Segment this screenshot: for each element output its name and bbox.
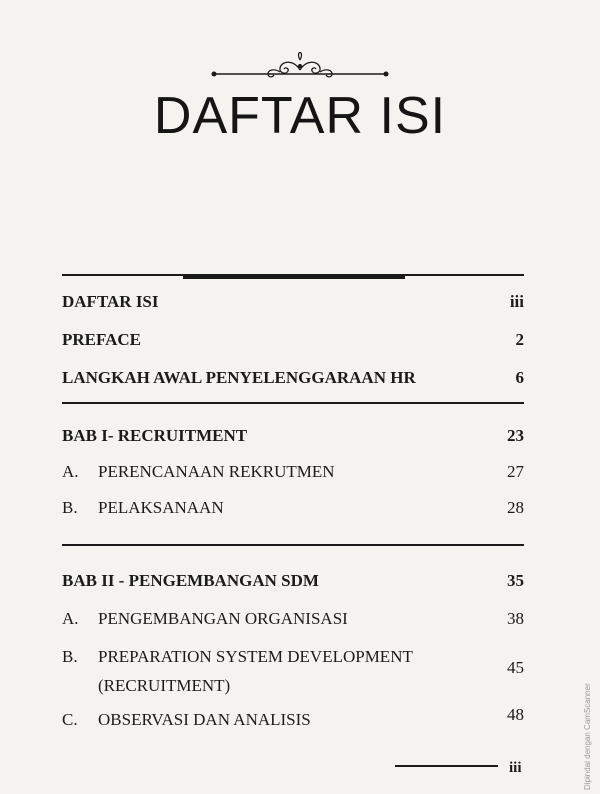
toc-entry-label: PREFACE bbox=[62, 330, 142, 349]
toc-entry-page: 27 bbox=[507, 462, 524, 481]
toc-entry[interactable] bbox=[62, 368, 524, 388]
top-rule-thick bbox=[183, 275, 405, 279]
toc-entry-page: 38 bbox=[507, 609, 524, 628]
toc-entry-label: LANGKAH AWAL PENYELENGGARAAN HR bbox=[62, 368, 416, 387]
toc-entry[interactable] bbox=[62, 330, 524, 350]
section-rule bbox=[62, 544, 524, 546]
toc-chapter[interactable] bbox=[62, 571, 524, 591]
toc-entry-page: 35 bbox=[507, 571, 524, 590]
footer-rule bbox=[395, 765, 498, 767]
toc-entry-label: PENGEMBANGAN ORGANISASI bbox=[98, 609, 348, 628]
toc-entry[interactable] bbox=[62, 292, 524, 312]
toc-entry-label: BAB I- RECRUITMENT bbox=[62, 426, 248, 445]
toc-entry-page: 6 bbox=[515, 368, 524, 387]
toc-entry-page: 28 bbox=[507, 498, 524, 517]
toc-subentry[interactable] bbox=[62, 498, 524, 518]
toc-subentry[interactable] bbox=[62, 462, 524, 482]
toc-subentry[interactable] bbox=[62, 642, 524, 700]
toc-entry-label: PELAKSANAAN bbox=[98, 498, 224, 517]
scanner-watermark: Dipindai dengan CamScanner bbox=[583, 683, 592, 790]
toc-entry-letter: B. bbox=[62, 647, 78, 666]
toc-entry-label: PERENCANAAN REKRUTMEN bbox=[98, 462, 335, 481]
ornament-divider bbox=[210, 52, 390, 82]
toc-entry-letter: A. bbox=[62, 609, 79, 628]
toc-entry-label-line: (RECRUITMENT) bbox=[98, 676, 231, 695]
toc-entry-label: OBSERVASI DAN ANALISIS bbox=[98, 710, 311, 729]
toc-subentry[interactable] bbox=[62, 705, 524, 730]
toc-entry-letter: A. bbox=[62, 462, 79, 481]
toc-entry-label bbox=[98, 642, 413, 700]
toc-entry-page: 23 bbox=[507, 426, 524, 445]
toc-entry-page: iii bbox=[509, 292, 524, 311]
toc-subentry[interactable] bbox=[62, 609, 524, 629]
toc-entry-page: 48 bbox=[507, 705, 524, 724]
toc-entry-page: 2 bbox=[515, 330, 524, 349]
toc-entry-page: 45 bbox=[507, 658, 524, 677]
section-rule bbox=[62, 402, 524, 404]
toc-entry-label: BAB II - PENGEMBANGAN SDM bbox=[62, 571, 319, 590]
toc-chapter[interactable] bbox=[62, 426, 524, 446]
toc-entry-label-line: PREPARATION SYSTEM DEVELOPMENT bbox=[98, 647, 413, 666]
page-title: DAFTAR ISI bbox=[153, 87, 447, 145]
toc-entry-label: DAFTAR ISI bbox=[62, 292, 159, 311]
toc-entry-letter: B. bbox=[62, 498, 78, 517]
toc-entry-letter: C. bbox=[62, 710, 78, 729]
footer-page-number: iii bbox=[509, 760, 522, 776]
